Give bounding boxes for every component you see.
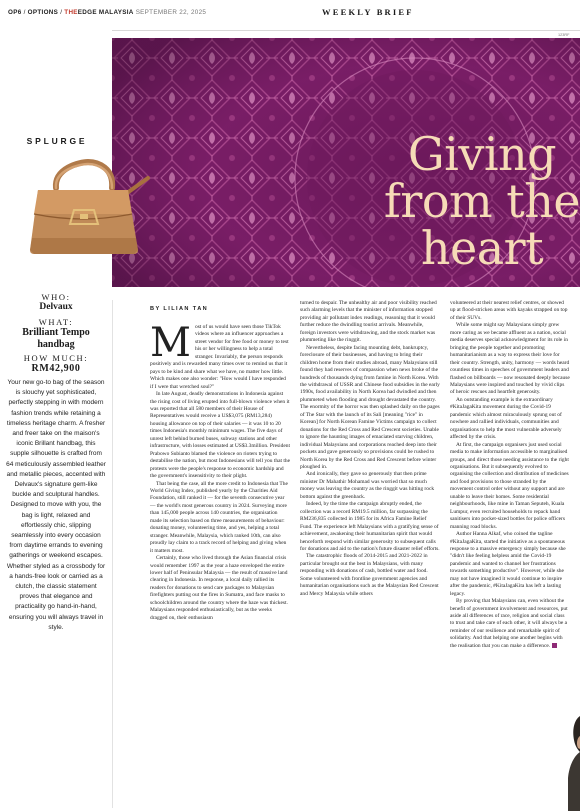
publication-suffix: MALAYSIA	[98, 9, 134, 16]
hero-title-line-1: Giving	[407, 127, 557, 181]
sidebar-divider	[112, 300, 113, 808]
product-name-line-1: Brilliant Tempo	[22, 327, 90, 338]
handbag-image	[28, 158, 150, 256]
paragraph: At first, the campaign organisers just used social media to make information accessible to marginalised groups, and direct those needing assistance to the right organisations. But it subsequently evolved to organising the collection and distribution of medicines and food provisions to those stranded by the movement control order without any support and are unable to leave their homes. Some residential neighbourhoods, like mine in Taman Seputeh, Kuala Lumpur, even recruited households to repack hand sanitisers into pocket-sized bottles for police officers manning road blocks.	[450, 441, 569, 530]
paragraph: And ironically, they gave so generously that then prime minister Dr Mahathir Mohamad was worried that so much money was leaving the country as the ringgit was hitting rock bottom against the greenback.	[300, 471, 435, 500]
hero-title-line-3: heart	[420, 221, 544, 275]
end-of-article-icon	[552, 643, 557, 648]
paragraph: Certainly, those who lived through the Asian financial crisis would remember 1997 as the year a haze enveloped the entire lower half of Peninsular Malaysia — the result of massive land clearing in Indonesia. In response, a local daily rallied its readers for donations to send care packages to Malaysian firefighters putting out the fires in Sumatra, and face masks to schoolchildren around the country where the haze was thickest. Malaysians responded enthusiastically, but as the weeks dragged on, their enthusiasm	[150, 555, 288, 621]
publication-name: EDGE	[77, 9, 97, 16]
price-label: HOW MUCH:	[23, 353, 89, 363]
paragraph: ost of us would have seen those TikTok videos where an influencer approaches a street vendor for free food or money to test his or her willingness to help a total stranger. Invariably, the person responds positively and is rewarded many times over to remind us that it pays to be kind and share what we have, no matter how little. Which makes one also wonder: "How would I have responded if I were that wretched soul?"	[150, 324, 289, 390]
paragraph: volunteered at their nearest relief centres, or showed up at flood-stricken areas with kayaks strapped on top of their SUVs.	[450, 300, 568, 321]
paragraph: Nevertheless, despite facing mounting debt, bankruptcy, foreclosure of their businesses, and having to bring their children home from their studies abroad, many Malaysians still found they had reserves of compassion when news broke of the hundreds of thousands dying from famine in North Korea. With the withdrawal of USSR and Chinese food subsidies in the early 1990s, food availability in North Korea had dwindled and then plummeted when flooding and drought devastated the country. The enormity of the horror was then splashed daily on the pages of The Star with the launch of its Sali [meaning "rice" in Korean] for North Korean Famine Victims campaign to collect donations for the Red Cross and Red Crescent societies. Unable to ignore the haunting images of emaciated starving children, individual Malaysians and corporations reached deep into their pockets and gave generously so provisions could be rushed to North Korea by the Red Cross and Red Crescent before winter ploughed in.	[300, 344, 440, 470]
article-column-1	[150, 320, 290, 622]
price-value: RM42,900	[31, 363, 81, 374]
drop-cap: M	[150, 320, 191, 366]
header-divider	[112, 30, 580, 31]
sidebar-section-label: SPLURGE	[26, 136, 88, 146]
paragraph: An outstanding example is the extraordinary #KitaJagaKita movement during the Covid-19 pandemic which almost miraculously sprung out of nowhere and rallied individuals, communities and organisations to help the most vulnerable adversely affected by the crisis.	[450, 396, 562, 441]
paragraph: In late August, deadly demonstrations in Indonesia against the rising cost of living erupted into full-blown violence when it was reported that all 580 members of their House of Representatives would receive a US$3,075 (RM13,284) housing allowance on top of their salaries — it was 10 to 20 times Indonesia's monthly minimum wages. The five days of unrest left behind burned buses, subway stations and other infrastructure, with losses estimated at US$3.3million. President Prabowo Subianto blamed the violence on rioters trying to destabilise the nation, but most Indonesians will tell you that the protests were the people's response to economic hardship and the government's insensitivity to their plight.	[150, 391, 290, 480]
paragraph-text: By proving that Malaysians can, even without the benefit of government involvement and resources, put aside all differences of race, religion and social class to trust and take care of each other, it will always be a reminder of our resilience and remarkable spirit of solidarity. And that helping one another begins with the realisation that you can make a difference.	[450, 598, 568, 649]
column-name: WEEKLY BRIEF	[322, 7, 414, 17]
product-description: Your new go-to bag of the season is slouchy yet sophisticated, perfectly stepping in with modern fashion trends while retaining a timeless heritage charm. A fresher and freer take on the maison's iconic Brillant handbag, this supple silhouette is crafted from 64 meticulously assembled leather and metallic pieces, accented with Delvaux's signature gem-like buckle and sculptural handles. Designed to move with you, the bag is light, relaxed and effortlessly chic, slipping seamlessly into every occasion from daytime errands to evening gatherings or weekend escapes. Whether styled as a crossbody for a hands-free look or carried as a clutch, the classic statement proves that elegance and practicality go hand-in-hand, ensuring you will always travel in style.	[6, 379, 106, 631]
who-label: WHO:	[41, 292, 71, 302]
photo-credit: 123RF	[558, 33, 570, 37]
paragraph: That being the case, all the more credit to Indonesia that The World Giving Index, published yearly by the Charities Aid Foundation, still ranked it — for the seventh consecutive year — the world's most generous country in 2024. Surveying more than 145,000 people across 140 countries, the organisation made its selection based on three measurements of behaviour: donating money, volunteering time, and yes, helping a total stranger. Meanwhile, Malaysia, which ranked 10th, can also proudly lay claim to a track record of helping and giving when it matters most.	[150, 480, 288, 554]
paragraph: turned to despair. The unhealthy air and poor visibility reached such alarming levels that the minister of information stopped providing air pollutant index readings, reasoning that it would further reduce the dwindling tourist arrivals. Meanwhile, foreign investors were withdrawing, and the stock market was plummeting like the ringgit.	[300, 300, 437, 344]
product-name-line-2: handbag	[37, 339, 75, 350]
article-column-2	[300, 300, 440, 598]
paragraph	[450, 598, 570, 650]
page-number: OP6	[8, 9, 22, 16]
hero-image	[112, 38, 580, 287]
issue-date: SEPTEMBER 22, 2025	[135, 9, 207, 16]
section-name: OPTIONS	[27, 9, 59, 16]
paragraph: Author Hanna Alkaf, who coined the tagline #KitaJagaKita, started the initiative as a spontaneous response to a massive emergency simply because she "didn't like feeling helpless amid the Covid-19 pandemic and wanted to channel her frustrations towards something productive". However, while she may not have imagined it would continue to inspire after the pandemic, #KitaJagaKita has left a lasting legacy.	[450, 531, 566, 597]
hero-title	[362, 127, 580, 275]
paragraph: Indeed, by the time the campaign abruptly ended, the collection was a record RM19.5 million, far surpassing the RM236,835 collected in 1985 for its Africa Famine Relief Fund. The experience left Malaysians with a gratifying sense of achievement, awakening their humanitarian spirit that would henceforth respond with similar generosity to subsequent calls for donations and aid to the nation's future disaster relief efforts.	[300, 501, 440, 552]
article-column-3	[450, 300, 570, 650]
hero-title-line-2: from the	[383, 174, 580, 228]
what-label: WHAT:	[38, 317, 74, 327]
brand-name: Delvaux	[39, 302, 73, 312]
paragraph: While some might say Malaysians simply grew more caring as we became affluent as a nation, social media deserves special acknowledgment for its role in bringing the people together and promoting humanitarianism as a way to express their love for their country. Strength, unity, harmony — words heard countless times in speeches of government leaders and flashed on billboards — now resonated deeply because Malaysians were inspired and touched by vivid clips of heroic rescues and heartfelt generosity.	[450, 322, 570, 396]
paragraph: The catastrophic floods of 2014-2015 and 2021-2022 in particular brought out the best in Malaysians, with many responding with donations of cash, bottled water and food. Some volunteered with frontline government agencies and humanitarian organisations such as the Malaysian Red Crescent and Mercy Malaysia while others	[300, 553, 439, 597]
product-name	[0, 327, 112, 351]
folio: OP6 / OPTIONS / THEEDGE MALAYSIA SEPTEMBER 22, 2025	[8, 9, 207, 16]
byline: BY LILIAN TAN	[150, 306, 209, 312]
publication-prefix: THE	[64, 9, 78, 16]
page-header	[0, 0, 580, 26]
person-photo	[566, 716, 580, 811]
